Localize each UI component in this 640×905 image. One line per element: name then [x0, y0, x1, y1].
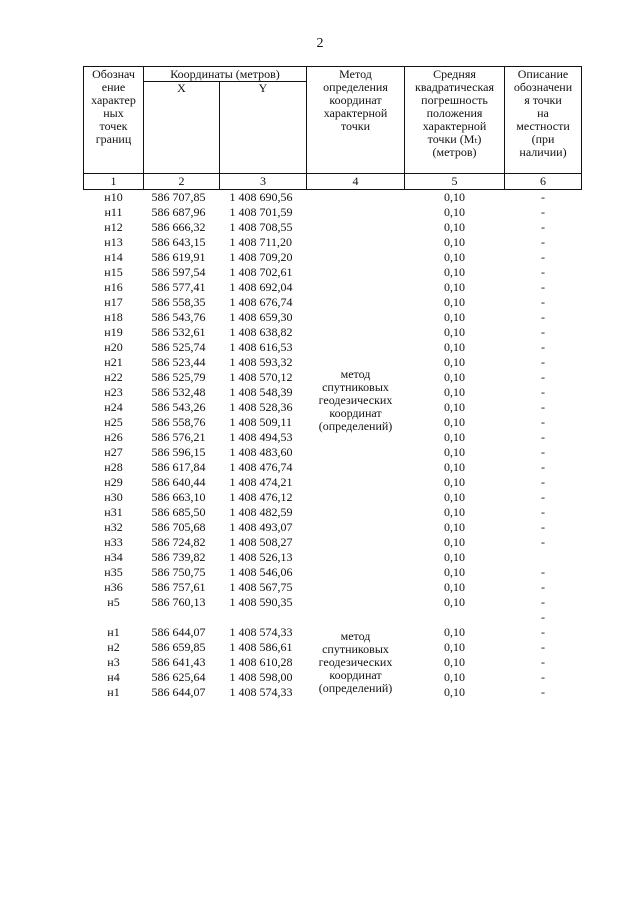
point-id: н27	[104, 445, 123, 459]
y-coordinate: 1 408 709,20	[229, 250, 293, 264]
point-id: н16	[104, 280, 123, 294]
y-coordinate: 1 408 548,39	[229, 385, 293, 399]
point-id: н23	[104, 385, 123, 399]
point-id: н3	[107, 655, 120, 669]
empty-cell	[307, 610, 405, 625]
y-coordinate: 1 408 494,53	[229, 430, 293, 444]
description: -	[541, 205, 545, 219]
x-coordinate: 586 576,21	[151, 430, 206, 444]
column-number: 1	[84, 174, 144, 190]
x-coordinate: 586 619,91	[151, 250, 206, 264]
header-point-id	[84, 67, 144, 174]
mean-error: 0,10	[444, 670, 465, 684]
header-line: точки	[340, 119, 371, 133]
x-coordinate: 586 577,41	[151, 280, 206, 294]
y-coordinate: 1 408 701,59	[229, 205, 293, 219]
header-coordinates-group: Координаты (метров)	[144, 67, 307, 82]
mean-error: 0,10	[444, 535, 465, 549]
mean-error: 0,10	[444, 190, 465, 204]
point-id: н1	[107, 685, 120, 699]
description: -	[541, 505, 545, 519]
mean-error: 0,10	[444, 655, 465, 669]
mean-error: 0,10	[444, 430, 465, 444]
header-line: местности	[516, 119, 570, 133]
x-coordinate: 586 641,43	[151, 655, 206, 669]
method-line: координат	[329, 668, 382, 682]
header-line: Метод	[339, 67, 372, 81]
mean-error: 0,10	[444, 340, 465, 354]
point-id: н29	[104, 475, 123, 489]
method-line: спутниковых	[322, 379, 389, 394]
description: -	[541, 685, 545, 699]
x-coordinate: 586 739,82	[151, 550, 206, 564]
point-id: н32	[104, 520, 123, 534]
description: -	[541, 445, 545, 459]
mean-error: 0,10	[444, 580, 465, 594]
method-line: спутниковых	[322, 642, 389, 656]
point-id: н2	[107, 640, 120, 654]
header-line: точек	[99, 119, 128, 133]
description: -	[541, 385, 545, 399]
header-method	[307, 67, 405, 174]
x-coordinate: 586 558,76	[151, 415, 206, 429]
header-line: на	[537, 106, 549, 120]
mean-error: 0,10	[444, 550, 465, 564]
mean-error: 0,10	[444, 640, 465, 654]
x-coordinate: 586 617,84	[151, 460, 206, 474]
mean-error: 0,10	[444, 370, 465, 384]
method-line: геодезических	[318, 655, 393, 669]
mean-error: 0,10	[444, 595, 465, 609]
y-coordinate: 1 408 598,00	[229, 670, 293, 684]
x-coordinate: 586 558,35	[151, 295, 206, 309]
x-coordinate: 586 705,68	[151, 520, 206, 534]
y-coordinate: 1 408 593,32	[229, 355, 293, 369]
point-id: н25	[104, 415, 123, 429]
point-id: н20	[104, 340, 123, 354]
header-line: (при	[531, 132, 555, 146]
point-id: н30	[104, 490, 123, 504]
mean-error: 0,10	[444, 295, 465, 309]
x-coordinate: 586 596,15	[151, 445, 206, 459]
point-id: н1	[107, 625, 120, 639]
method-cell	[307, 625, 405, 700]
header-line: границ	[95, 132, 132, 146]
x-coordinate: 586 724,82	[151, 535, 206, 549]
point-id: н26	[104, 430, 123, 444]
point-id: н15	[104, 265, 123, 279]
point-id: н5	[107, 595, 120, 609]
y-coordinate: 1 408 546,06	[229, 565, 293, 579]
y-coordinate: 1 408 711,20	[229, 235, 293, 249]
x-coordinate: 586 532,61	[151, 325, 206, 339]
method-line: (определений)	[318, 681, 393, 695]
point-id: н35	[104, 565, 123, 579]
header-line: (метров)	[432, 145, 477, 159]
mean-error: 0,10	[444, 220, 465, 234]
point-id: н10	[104, 190, 123, 204]
mean-error: 0,10	[444, 460, 465, 474]
column-number: 6	[505, 174, 582, 190]
mean-error: 0,10	[444, 265, 465, 279]
point-id: н24	[104, 400, 123, 414]
header-line: Обознач	[92, 67, 135, 81]
coordinates-table	[83, 66, 582, 700]
header-line: Средняя	[433, 67, 476, 81]
x-coordinate: 586 543,26	[151, 400, 206, 414]
y-coordinate: 1 408 574,33	[229, 685, 293, 699]
description: -	[541, 295, 545, 309]
description: -	[541, 490, 545, 504]
empty-cell	[405, 610, 505, 625]
y-coordinate: 1 408 676,74	[229, 295, 293, 309]
x-coordinate: 586 625,64	[151, 670, 206, 684]
mean-error: 0,10	[444, 490, 465, 504]
y-coordinate: 1 408 493,07	[229, 520, 293, 534]
y-coordinate: 1 408 476,12	[229, 490, 293, 504]
mean-error: 0,10	[444, 685, 465, 699]
description: -	[541, 325, 545, 339]
description: -	[541, 340, 545, 354]
method-cell	[307, 190, 405, 611]
header-line: наличии)	[519, 145, 567, 159]
mean-error: 0,10	[444, 445, 465, 459]
mean-error: 0,10	[444, 235, 465, 249]
point-id: н34	[104, 550, 123, 564]
description: -	[541, 625, 545, 639]
empty-cell	[220, 610, 307, 625]
description: -	[541, 565, 545, 579]
header-mean-error	[405, 67, 505, 174]
description: -	[541, 415, 545, 429]
mean-error: 0,10	[444, 205, 465, 219]
empty-cell	[144, 610, 220, 625]
header-description	[505, 67, 582, 174]
column-number: 4	[307, 174, 405, 190]
description: -	[541, 265, 545, 279]
y-coordinate: 1 408 483,60	[229, 445, 293, 459]
description: -	[541, 640, 545, 654]
x-coordinate: 586 644,07	[151, 685, 206, 699]
point-id: н12	[104, 220, 123, 234]
y-coordinate: 1 408 690,56	[229, 190, 293, 204]
y-coordinate: 1 408 574,33	[229, 625, 293, 639]
header-line: квадратическая	[415, 80, 494, 94]
x-coordinate: 586 532,48	[151, 385, 206, 399]
description: -	[541, 430, 545, 444]
point-id: н14	[104, 250, 123, 264]
header-line: я точки	[524, 93, 562, 107]
point-id: н19	[104, 325, 123, 339]
x-coordinate: 586 663,10	[151, 490, 206, 504]
description: -	[541, 310, 545, 324]
header-y: Y	[220, 82, 307, 174]
header-line: положения	[426, 106, 483, 120]
header-line: координат	[329, 93, 382, 107]
x-coordinate: 586 666,32	[151, 220, 206, 234]
table-row	[84, 625, 582, 640]
mean-error: 0,10	[444, 565, 465, 579]
x-coordinate: 586 757,61	[151, 580, 206, 594]
description: -	[541, 670, 545, 684]
header-line: характерной	[422, 119, 487, 133]
mean-error: 0,10	[444, 325, 465, 339]
description: -	[541, 460, 545, 474]
point-id: н31	[104, 505, 123, 519]
y-coordinate: 1 408 528,36	[229, 400, 293, 414]
x-coordinate: 586 525,79	[151, 370, 206, 384]
header-line: характер	[91, 93, 136, 107]
method-line: (определений)	[318, 418, 393, 433]
description: -	[541, 190, 545, 204]
description: -	[541, 475, 545, 489]
header-line: погрешность	[421, 93, 488, 107]
header-line: характерной	[323, 106, 388, 120]
empty-cell	[84, 610, 144, 625]
description: -	[541, 220, 545, 234]
table-body	[84, 190, 582, 701]
method-line: координат	[329, 405, 382, 420]
description: -	[541, 355, 545, 369]
y-coordinate: 1 408 586,61	[229, 640, 293, 654]
point-id: н21	[104, 355, 123, 369]
x-coordinate: 586 525,74	[151, 340, 206, 354]
description: -	[541, 370, 545, 384]
description: -	[541, 535, 545, 549]
method-line: геодезических	[318, 392, 393, 407]
x-coordinate: 586 659,85	[151, 640, 206, 654]
y-coordinate: 1 408 508,27	[229, 535, 293, 549]
x-coordinate: 586 640,44	[151, 475, 206, 489]
column-number: 5	[405, 174, 505, 190]
mean-error: 0,10	[444, 520, 465, 534]
column-number: 3	[220, 174, 307, 190]
y-coordinate: 1 408 509,11	[229, 415, 293, 429]
description: -	[541, 655, 545, 669]
y-coordinate: 1 408 708,55	[229, 220, 293, 234]
description: -	[541, 400, 545, 414]
page-number: 2	[316, 36, 324, 51]
description: -	[541, 520, 545, 534]
y-coordinate: 1 408 702,61	[229, 265, 293, 279]
mean-error: 0,10	[444, 280, 465, 294]
mean-error: 0,10	[444, 505, 465, 519]
header-line: ение	[101, 80, 126, 94]
point-id: н11	[104, 205, 123, 219]
point-id: н36	[104, 580, 123, 594]
description: -	[541, 235, 545, 249]
description: -	[541, 280, 545, 294]
y-coordinate: 1 408 659,30	[229, 310, 293, 324]
header-x: X	[144, 82, 220, 174]
header-line: Описание	[517, 67, 569, 81]
y-coordinate: 1 408 610,28	[229, 655, 293, 669]
x-coordinate: 586 707,85	[151, 190, 206, 204]
mean-error: 0,10	[444, 250, 465, 264]
point-id: н22	[104, 370, 123, 384]
header-line: определения	[323, 80, 388, 94]
x-coordinate: 586 685,50	[151, 505, 206, 519]
y-coordinate: 1 408 567,75	[229, 580, 293, 594]
mean-error: 0,10	[444, 355, 465, 369]
mean-error: 0,10	[444, 400, 465, 414]
header-line: ных	[103, 106, 124, 120]
y-coordinate: 1 408 476,74	[229, 460, 293, 474]
mean-error: 0,10	[444, 385, 465, 399]
point-id: н13	[104, 235, 123, 249]
point-id: н17	[104, 295, 123, 309]
y-coordinate: 1 408 474,21	[229, 475, 293, 489]
mean-error: 0,10	[444, 475, 465, 489]
description: -	[541, 595, 545, 609]
y-coordinate: 1 408 482,59	[229, 505, 293, 519]
x-coordinate: 586 643,15	[151, 235, 206, 249]
x-coordinate: 586 644,07	[151, 625, 206, 639]
mean-error: 0,10	[444, 310, 465, 324]
x-coordinate: 586 750,75	[151, 565, 206, 579]
point-id: н33	[104, 535, 123, 549]
mean-error: 0,10	[444, 625, 465, 639]
x-coordinate: 586 597,54	[151, 265, 206, 279]
x-coordinate: 586 760,13	[151, 595, 206, 609]
column-number: 2	[144, 174, 220, 190]
table-row	[84, 190, 582, 206]
y-coordinate: 1 408 570,12	[229, 370, 293, 384]
mean-error: 0,10	[444, 415, 465, 429]
x-coordinate: 586 523,44	[151, 355, 206, 369]
x-coordinate: 586 543,76	[151, 310, 206, 324]
point-id: н28	[104, 460, 123, 474]
y-coordinate: 1 408 590,35	[229, 595, 293, 609]
table-row-gap	[84, 610, 582, 625]
y-coordinate: 1 408 638,82	[229, 325, 293, 339]
y-coordinate: 1 408 616,53	[229, 340, 293, 354]
header-line: точки (Mₜ)	[427, 132, 482, 146]
description	[505, 550, 582, 565]
method-line: метод	[340, 629, 371, 643]
description: -	[541, 580, 545, 594]
description: -	[541, 610, 545, 624]
point-id: н18	[104, 310, 123, 324]
y-coordinate: 1 408 692,04	[229, 280, 293, 294]
x-coordinate: 586 687,96	[151, 205, 206, 219]
y-coordinate: 1 408 526,13	[229, 550, 293, 564]
point-id: н4	[107, 670, 120, 684]
description: -	[541, 250, 545, 264]
header-line: обозначени	[513, 80, 573, 94]
method-line: метод	[340, 366, 371, 381]
